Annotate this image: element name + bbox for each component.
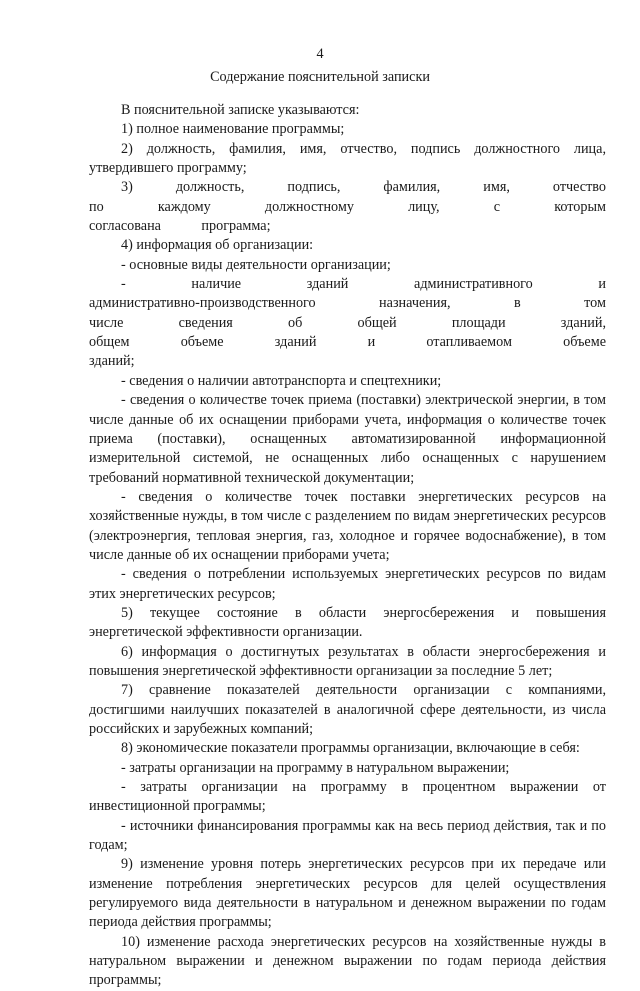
paragraph-item-5: 5) текущее состояние в области энергосбережения и повышения энергетической эффективности организации. [89,604,606,641]
paragraph-item-4-activities: - основные виды деятельности организации; [121,256,391,273]
paragraph-item-4: 4) информация об организации: [121,237,314,254]
paragraph-item-4-vehicles: - сведения о наличии автотранспорта и спецтехники; [121,372,442,389]
paragraph-item-1: 1) полное наименование программы; [121,121,345,138]
page-number: 4 [316,46,324,62]
paragraph-item-8-sources: - источники финансирования программы как на весь период действия, так и по годам; [89,817,606,854]
paragraph-item-8-percent: - затраты организации на программу в процентном выражении от инвестиционной программы; [89,779,606,815]
paragraph-item-2: 2) должность, фамилия, имя, отчество, подпись должностного лица, утвердившего программу; [89,140,606,177]
paragraph-item-4-consumption: - сведения о потреблении используемых энергетических ресурсов по видам этих энергетических ресурсов; [89,566,606,602]
paragraph-item-8: 8) экономические показатели программы организации, включающие в себя: [121,740,580,757]
paragraph-item-4-power-points: - сведения о количестве точек приема (поставки) электрической энергии, в том числе данные об их оснащении приборами учета, информация о количестве точек приема (поставки), оснащенных автоматизированной информационной измерительной системой, не оснащенных либо оснащенных с нарушением требований нормативной технической документации; [89,392,606,486]
paragraph-item-10: 10) изменение расхода энергетических ресурсов на хозяйственные нужды в натуральном выражении и денежном выражении по годам периода действия программы; [89,933,606,989]
paragraph-item-4-supply-points: - сведения о количестве точек поставки энергетических ресурсов на хозяйственные нужды, в том числе с разделением по видам энергетических ресурсов (электроэнергия, тепловая энергия, газ, холодное и горячее водоснабжение), в том числе данные об их оснащении приборами учета; [89,488,606,563]
paragraph-item-7: 7) сравнение показателей деятельности организации с компаниями, достигшими наилучших показателей в аналогичной сфере деятельности, из числа российских и зарубежных компаний; [89,682,606,737]
paragraph-intro: В пояснительной записке указываются: [121,102,360,118]
paragraph-item-6: 6) информация о достигнутых результатах в области энергосбережения и повышения энергетической эффективности организации за последние 5 лет; [89,643,606,679]
paragraph-item-4-buildings: - наличие зданий административного и административно-производственного назначения, в том числе сведения об общей площади зданий, общем объеме зданий и отапливаемом объеме зданий; [89,276,606,370]
paragraph-item-3: 3) должность, подпись, фамилия, имя, отчество по каждому должностному лицу, с которым согласована программа; [89,179,606,235]
document-title: Содержание пояснительной записки [210,69,430,85]
paragraph-item-9: 9) изменение уровня потерь энергетических ресурсов при их передаче или изменение потребления энергетических ресурсов для целей осуществления регулируемого вида деятельности в натуральном и денежном выражении по годам периода действия программы; [89,856,606,931]
paragraph-item-8-natural: - затраты организации на программу в натуральном выражении; [121,759,510,776]
document-body [89,101,606,991]
